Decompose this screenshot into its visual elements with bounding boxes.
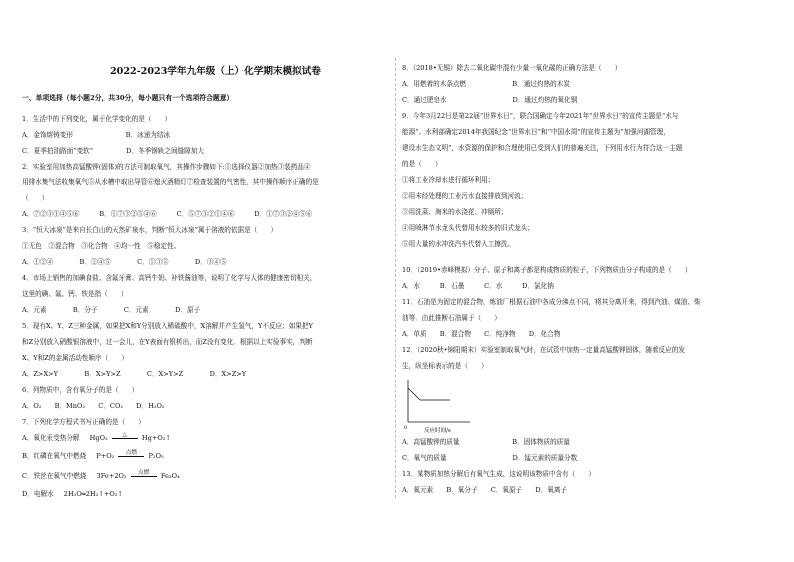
q8-options-ab: A．用燃着的木条点燃 B．通过灼热的木炭 (402, 80, 570, 88)
q3-options: A．①②④ B．②④⑤ C．①③⑤ D．③④⑤ (22, 258, 227, 266)
q9-item-5: ⑤用大量的水冲洗汽车代替人工擦洗。 (402, 240, 515, 248)
q7-option-a (22, 431, 171, 442)
q2-stem-3: （ ） (22, 194, 49, 202)
q12-stem-1: 12．（2020秋•锦阳期末）实验室制取氧气时，在试管中加热一定量高锰酸钾固体，随着反应的发 (402, 346, 685, 354)
q7-a-rhs: Hg+O₂↑ (141, 434, 171, 442)
q7-b-condition: 点燃 (125, 449, 138, 456)
q7-b-label: B．红磷在氧气中燃烧 (22, 452, 87, 460)
section-heading: 一、单项选择（每小题2分，共30分，每小题只有一个选项符合题意） (22, 94, 234, 102)
q11-stem-1: 11．石油是为固定的混合物，炼油厂根据石油中各成分沸点不同，将其分离开来，得到汽油、煤油、柴 (402, 298, 701, 306)
q5-stem-2: 和Z分别放入硝酸银溶液中，过一会儿，在Y表面有银析出，而Z没有变化．根据以上实验事实，判断 (22, 338, 313, 346)
q12-curve (408, 388, 450, 400)
q7-c-rhs: Fe₃O₄ (160, 472, 180, 480)
q6-options: A．O₂ B．MnO₂ C．CO₂ D．H₂O₂ (22, 402, 165, 410)
q9-stem-4: 的是（ ） (402, 160, 442, 168)
q7-c-lhs: 3Fe+2O₂ (96, 472, 127, 480)
q12-options-cd: C．氧气的质量 D．锰元素的质量分数 (402, 454, 578, 462)
q9-item-1: ①将工业冷却水进行循环利用； (402, 176, 495, 184)
q7-option-b (22, 449, 164, 460)
q12-graph-svg (402, 378, 472, 434)
q7-option-d (22, 490, 123, 498)
q5-stem-3: X、Y和Z的金属活动性顺序（ ） (22, 354, 128, 362)
q7-a-condition: △ (122, 431, 127, 438)
q9-item-4: ④用喷淋节水龙头代替用水较多的旧式龙头； (402, 224, 534, 232)
graph-origin: 0 (404, 425, 408, 431)
q8-options-cd: C．通过肥皂水 D．通过灼热的氧化铜 (402, 96, 578, 104)
q7-c-label: C．铁丝在氧气中燃烧 (22, 472, 87, 480)
q1-options-ab: A．金饰熔铸变形 B．冰递为结冰 (22, 131, 171, 139)
q9-item-3: ③用洗菜、淘米的水浇花、冲厕所； (402, 208, 508, 216)
q2-options: A．⑦②③①④⑤⑥ B．①⑦③②⑤④⑥ C．⑤⑦③②①④⑥ D．①⑦③②④⑤⑥ (22, 210, 313, 218)
q7-b-lhs: P+O₂ (96, 452, 115, 460)
q3-items: ①无色 ②混合物 ③化合物 ④均一性 ⑤稳定性。 (22, 242, 181, 250)
q6-stem: 6．列物质中，含有氧分子的是（ ） (22, 386, 139, 394)
q11-stem-2: 油等．由此推断石油属于（ ） (402, 314, 501, 322)
q7-d-equation: 2H₂O═2H₂↑+O₂↑ (63, 490, 123, 498)
q10-options: A．水 B．石墨 C．水 D．氯化钠 (402, 282, 554, 290)
q8-stem: 8．（2018•无锡）除去二氧化碳中混有少量一氧化碳的正确方法是（ ） (402, 64, 622, 72)
q2-stem-2: 用排水集气法收集氧气⑤从水槽中取出导管⑥熄灭酒精灯⑦检查装置的气密性，其中操作顺序正确的是 (22, 178, 319, 186)
q4-stem-1: 4．市场上销售的加碘食盐、含氟牙膏、高钙牛奶、补铁酱油等，说明了化学与人体的健康密切相关， (22, 274, 317, 282)
q9-item-2: ②用未经处理的工业污水直接排放到河流； (402, 192, 528, 200)
q10-stem: 10．（2019•赤峰模拟）分子、原子和离子都是构成物质的粒子，下列物质由分子构成的是（ ） (402, 266, 692, 274)
q9-stem-3: 建设水生态文明”，水资源的保护和合理使用已受到人们的普遍关注，下列用水行为符合这一主题 (402, 144, 683, 152)
column-divider (395, 58, 396, 498)
q7-b-rhs: P₂O₅ (148, 452, 164, 460)
q4-stem-2: 这里的碘、氟、钙、铁是指（ ） (22, 290, 128, 298)
q9-stem-1: 9．今年3月22日是第22届“世界水日”，联合国确定今年2021年“世界水日”的宣传主题是“水与 (402, 112, 679, 120)
q1-stem: 1．生活中的下列变化，属于化学变化的是（ ） (22, 115, 172, 123)
q7-a-lhs: HgO₂ (89, 434, 108, 442)
q7-stem: 7．下列化学方程式书写正确的是（ ） (22, 418, 145, 426)
q7-option-c (22, 469, 180, 480)
q12-options-ab: A．高锰酸钾的质量 B．固体物质的质量 (402, 438, 570, 446)
graph-x-label: 反应时间/s (424, 428, 451, 434)
exam-title: 2022-2023学年九年级（上）化学期末模拟试卷 (110, 66, 321, 77)
q3-stem: 3．“恒大冰泉”是来自长白山的天然矿泉水，判断“恒大冰泉”属于溶液的依据是（ ） (22, 226, 278, 234)
q5-stem-1: 5．现有X、Y、Z三种金属，如果把X和Y分别放入稀硫酸中，X溶解并产生氢气，Y不反应；如果把Y (22, 322, 313, 330)
q2-stem-1: 2．实验室用加热高锰酸钾(固体)的方法可制取氧气，其操作步骤如下:①选择仪器②加热③装药品④ (22, 163, 311, 171)
q7-c-condition: 点燃 (137, 469, 150, 476)
q13-options: A．氧元素 B．氧分子 C．氧原子 D．氧离子 (402, 486, 568, 494)
q4-options: A．元素 B．分子 C．元素 D．原子 (22, 306, 201, 314)
q13-stem: 13．某物质加热分解后有氧气生成，这说明该物质中含有（ ） (402, 470, 596, 478)
q1-options-cd: C．夏季拍油路面“变软” D．冬季钢轨之间缝隙加大 (22, 147, 204, 155)
q7-d-label: D．电解水 (22, 490, 54, 498)
q7-a-label: A．氧化汞受热分解 (22, 434, 80, 442)
q11-options: A．单质 B．混合物 C．纯净物 D．化合物 (402, 330, 561, 338)
q5-options: A．Z>X>Y B．X>Y>Z C．X>Y>Z D．X>Z>Y (22, 370, 247, 378)
q9-stem-2: 能源”。水利部确定2014年我国纪念“世界水日”和“中国水周”的宣传主题为“加强河湖管理， (402, 128, 670, 136)
q12-stem-2: 生，纵坐标表示的是（ ） (402, 362, 488, 370)
q12-graph (402, 378, 472, 434)
